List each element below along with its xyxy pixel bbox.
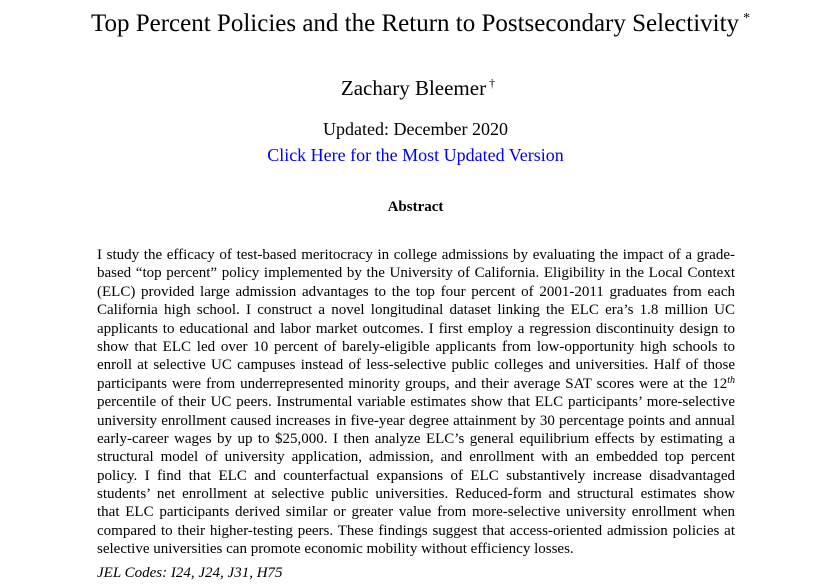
abstract-line: compared to their higher-testing peers. These findings suggest that access-oriented admission policies at: [97, 522, 735, 539]
abstract-line: based “top percent” policy implemented by the University of California. Eligibility in the Local Context: [97, 265, 735, 282]
abstract-line: selective universities can promote economic mobility without efficiency losses.: [97, 541, 574, 558]
abstract-superscript: th: [727, 374, 735, 386]
abstract-line: enroll at selective UC campuses instead of less-selective public colleges and universities. Half of those: [97, 357, 735, 374]
abstract-line: early-career wages by up to $25,000. I then analyze ELC’s general equilibrium effects by estimating a: [97, 430, 735, 447]
updated-date: Updated: December 2020: [323, 119, 508, 139]
abstract-line: applicants to educational and labor market outcomes. I first employ a regression discontinuity design to: [97, 320, 735, 337]
abstract-line: students’ net enrollment at selective public universities. Reduced-form and structural estimates show: [97, 486, 735, 503]
paper-title-text: Top Percent Policies and the Return to Postsecondary Selectivity: [90, 10, 740, 37]
abstract-body: [97, 246, 735, 559]
jel-codes: JEL Codes: I24, J24, J31, H75: [97, 565, 283, 581]
title-footnote-mark: *: [743, 11, 751, 26]
abstract-line: percentile of their UC peers. Instrumental variable estimates show that ELC participants’ more-selective: [97, 394, 735, 411]
abstract-line-with-superscript: [97, 375, 735, 393]
abstract-heading: Abstract: [387, 199, 444, 215]
abstract-line: (ELC) provided large admission advantages to the top four percent of 2001-2011 graduates from each: [97, 283, 735, 300]
abstract-line: structural model of university application, admission, and enrollment with an embedded top percent: [97, 449, 735, 466]
author-footnote-mark: †: [489, 76, 496, 90]
author-name: Zachary Bleemer: [340, 76, 487, 100]
abstract-line: university enrollment caused increases in five-year degree attainment by 30 percentage points and annual: [97, 412, 735, 429]
abstract-line: show that ELC led over 10 percent of barely-eligible applicants from low-opportunity high schools to: [97, 338, 735, 355]
abstract-line: policy. I find that ELC and counterfactual expansions of ELC substantively increase disadvantaged: [97, 467, 735, 484]
paper-title: [0, 3, 831, 40]
updated-version-link[interactable]: Click Here for the Most Updated Version: [267, 145, 564, 165]
paper-author: [0, 70, 831, 101]
abstract-line: California high school. I construct a novel longitudinal dataset linking the ELC era’s 1.8 million UC: [97, 302, 735, 319]
abstract-line-text: participants were from underrepresented minority groups, and their average SAT scores were at the 12: [97, 375, 728, 392]
abstract-line: that ELC participants derived similar or greater value from more-selective university enrollment when: [97, 504, 735, 521]
abstract-line: I study the efficacy of test-based meritocracy in college admissions by evaluating the impact of a grade-: [97, 247, 735, 263]
